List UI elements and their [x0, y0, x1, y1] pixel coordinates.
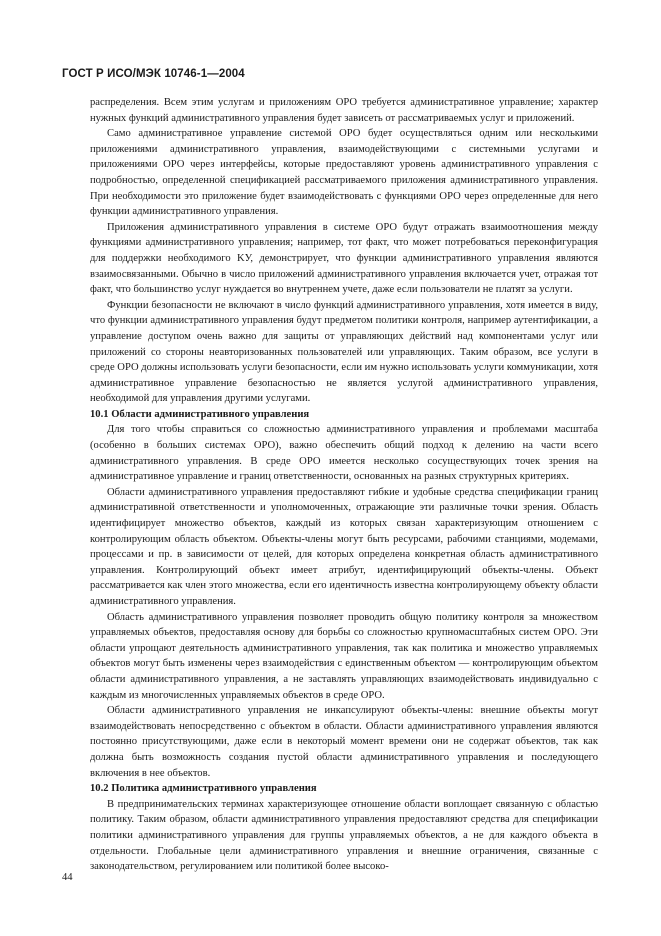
paragraph: Функции безопасности не включают в число функций административного управления, хотя имеется в виду, что функции административного управления будут предметом политики контроля, например аутентификации, а управление доступом очень важно для защиты от управляющих действий над компонентами услуг или приложений со стороны неавторизованных пользователей или управляющих. Таким образом, все услуги в среде ОРО должны использовать услуги безопасности, если им нужно использовать услуги коммуникации, хотя административное управление безопасностью не является услугой административного управления, необходимой для управления другими услугами. [90, 299, 598, 405]
section-heading: 10.2 Политика административного управления [90, 783, 317, 795]
paragraph: Само административное управление системой ОРО будет осуществляться одним или несколькими приложениями административного управления, взаимодействующими с системными услугами и приложениями ОРО через интерфейсы, которые предоставляют уровень административного управления с подробностью, определенной спецификацией рассматриваемого приложения административного управления. При необходимости это приложение будет взаимодействовать с функциями ОРО через определенные для него функции административного управления. [90, 128, 598, 218]
paragraph: Области административного управления предоставляют гибкие и удобные средства спецификации границ административной ответственности и уполномоченных, отражающие эти различные точки зрения. Область идентифицирует множество объектов, каждый из которых связан характеризующим отношением с контролирующим область объектом. Объекты-члены могут быть ресурсами, рабочими станциями, модемами, процессами и пр. в зависимости от целей, для которых определена конкретная область административного управления. Контролирующий объект имеет атрибут, идентифицирующий объекты-члены. Объект рассматривается как член этого множества, если его идентичность известна контролирующему объекту области административного управления. [90, 486, 598, 607]
paragraph: Область административного управления позволяет проводить общую политику контроля за множеством управляемых объектов, предоставляя основу для борьбы со сложностью крупномасштабных систем ОРО. Эти области упрощают деятельность административного управления, так как политика и множество управляемых объектов могут быть изменены через взаимодействия с единственным объектом — контролирующим объектом области административного управления, а не заставлять управляющих взаимодействовать индивидуально с каждым из многочисленных управляемых объектов в среде ОРО. [90, 611, 598, 701]
paragraph: Для того чтобы справиться со сложностью административного управления и проблемами масштаба (особенно в больших системах ОРО), важно обеспечить общий подход к делению на части всего административного управления. В среде ОРО имеется несколько сосуществующих точек зрения на административное управление и границ ответственности, основанных на разных структурных критериях. [90, 424, 598, 483]
page-number: 44 [62, 872, 73, 883]
paragraph: В предпринимательских терминах характеризующее отношение области воплощает связанную с областью политику. Таким образом, области административного управления предоставляют средства для спецификации политики административного управления для группы управляемых объектов, а не для каждого объекта в отдельности. Глобальные цели административного управления и внешние ограничения, связанные с законодательством, регулированием или политикой более высоко- [90, 798, 598, 873]
paragraph: Области административного управления не инкапсулируют объекты-члены: внешние объекты могут взаимодействовать непосредственно с объектом в области. Области административного управления являются постоянно присутствующими, даже если в некоторый момент времени они не содержат объектов, так как должна быть возможность создания пустой области административного управления и последующего включения в нее объектов. [90, 705, 598, 779]
body-text [90, 95, 598, 875]
page-header-standard-title: ГОСТ Р ИСО/МЭК 10746-1—2004 [62, 68, 245, 80]
paragraph: распределения. Всем этим услугам и приложениям ОРО требуется административное управление; характер нужных функций административного управления будет зависеть от рассматриваемых услуг и приложений. [90, 97, 598, 124]
section-heading: 10.1 Области административного управления [90, 408, 310, 420]
paragraph: Приложения административного управления в системе ОРО будут отражать взаимоотношения между функциями административного управления; например, тот факт, что может потребоваться переконфигурация для поддержки необходимого KУ, демонстрирует, что функции административного управления являются взаимосвязанными. Обычно в число приложений административного управления включается учет, отражая тот факт, что большинство услуг нуждается во внутреннем учете, даже если пользователи не платят за услуги. [90, 221, 598, 296]
